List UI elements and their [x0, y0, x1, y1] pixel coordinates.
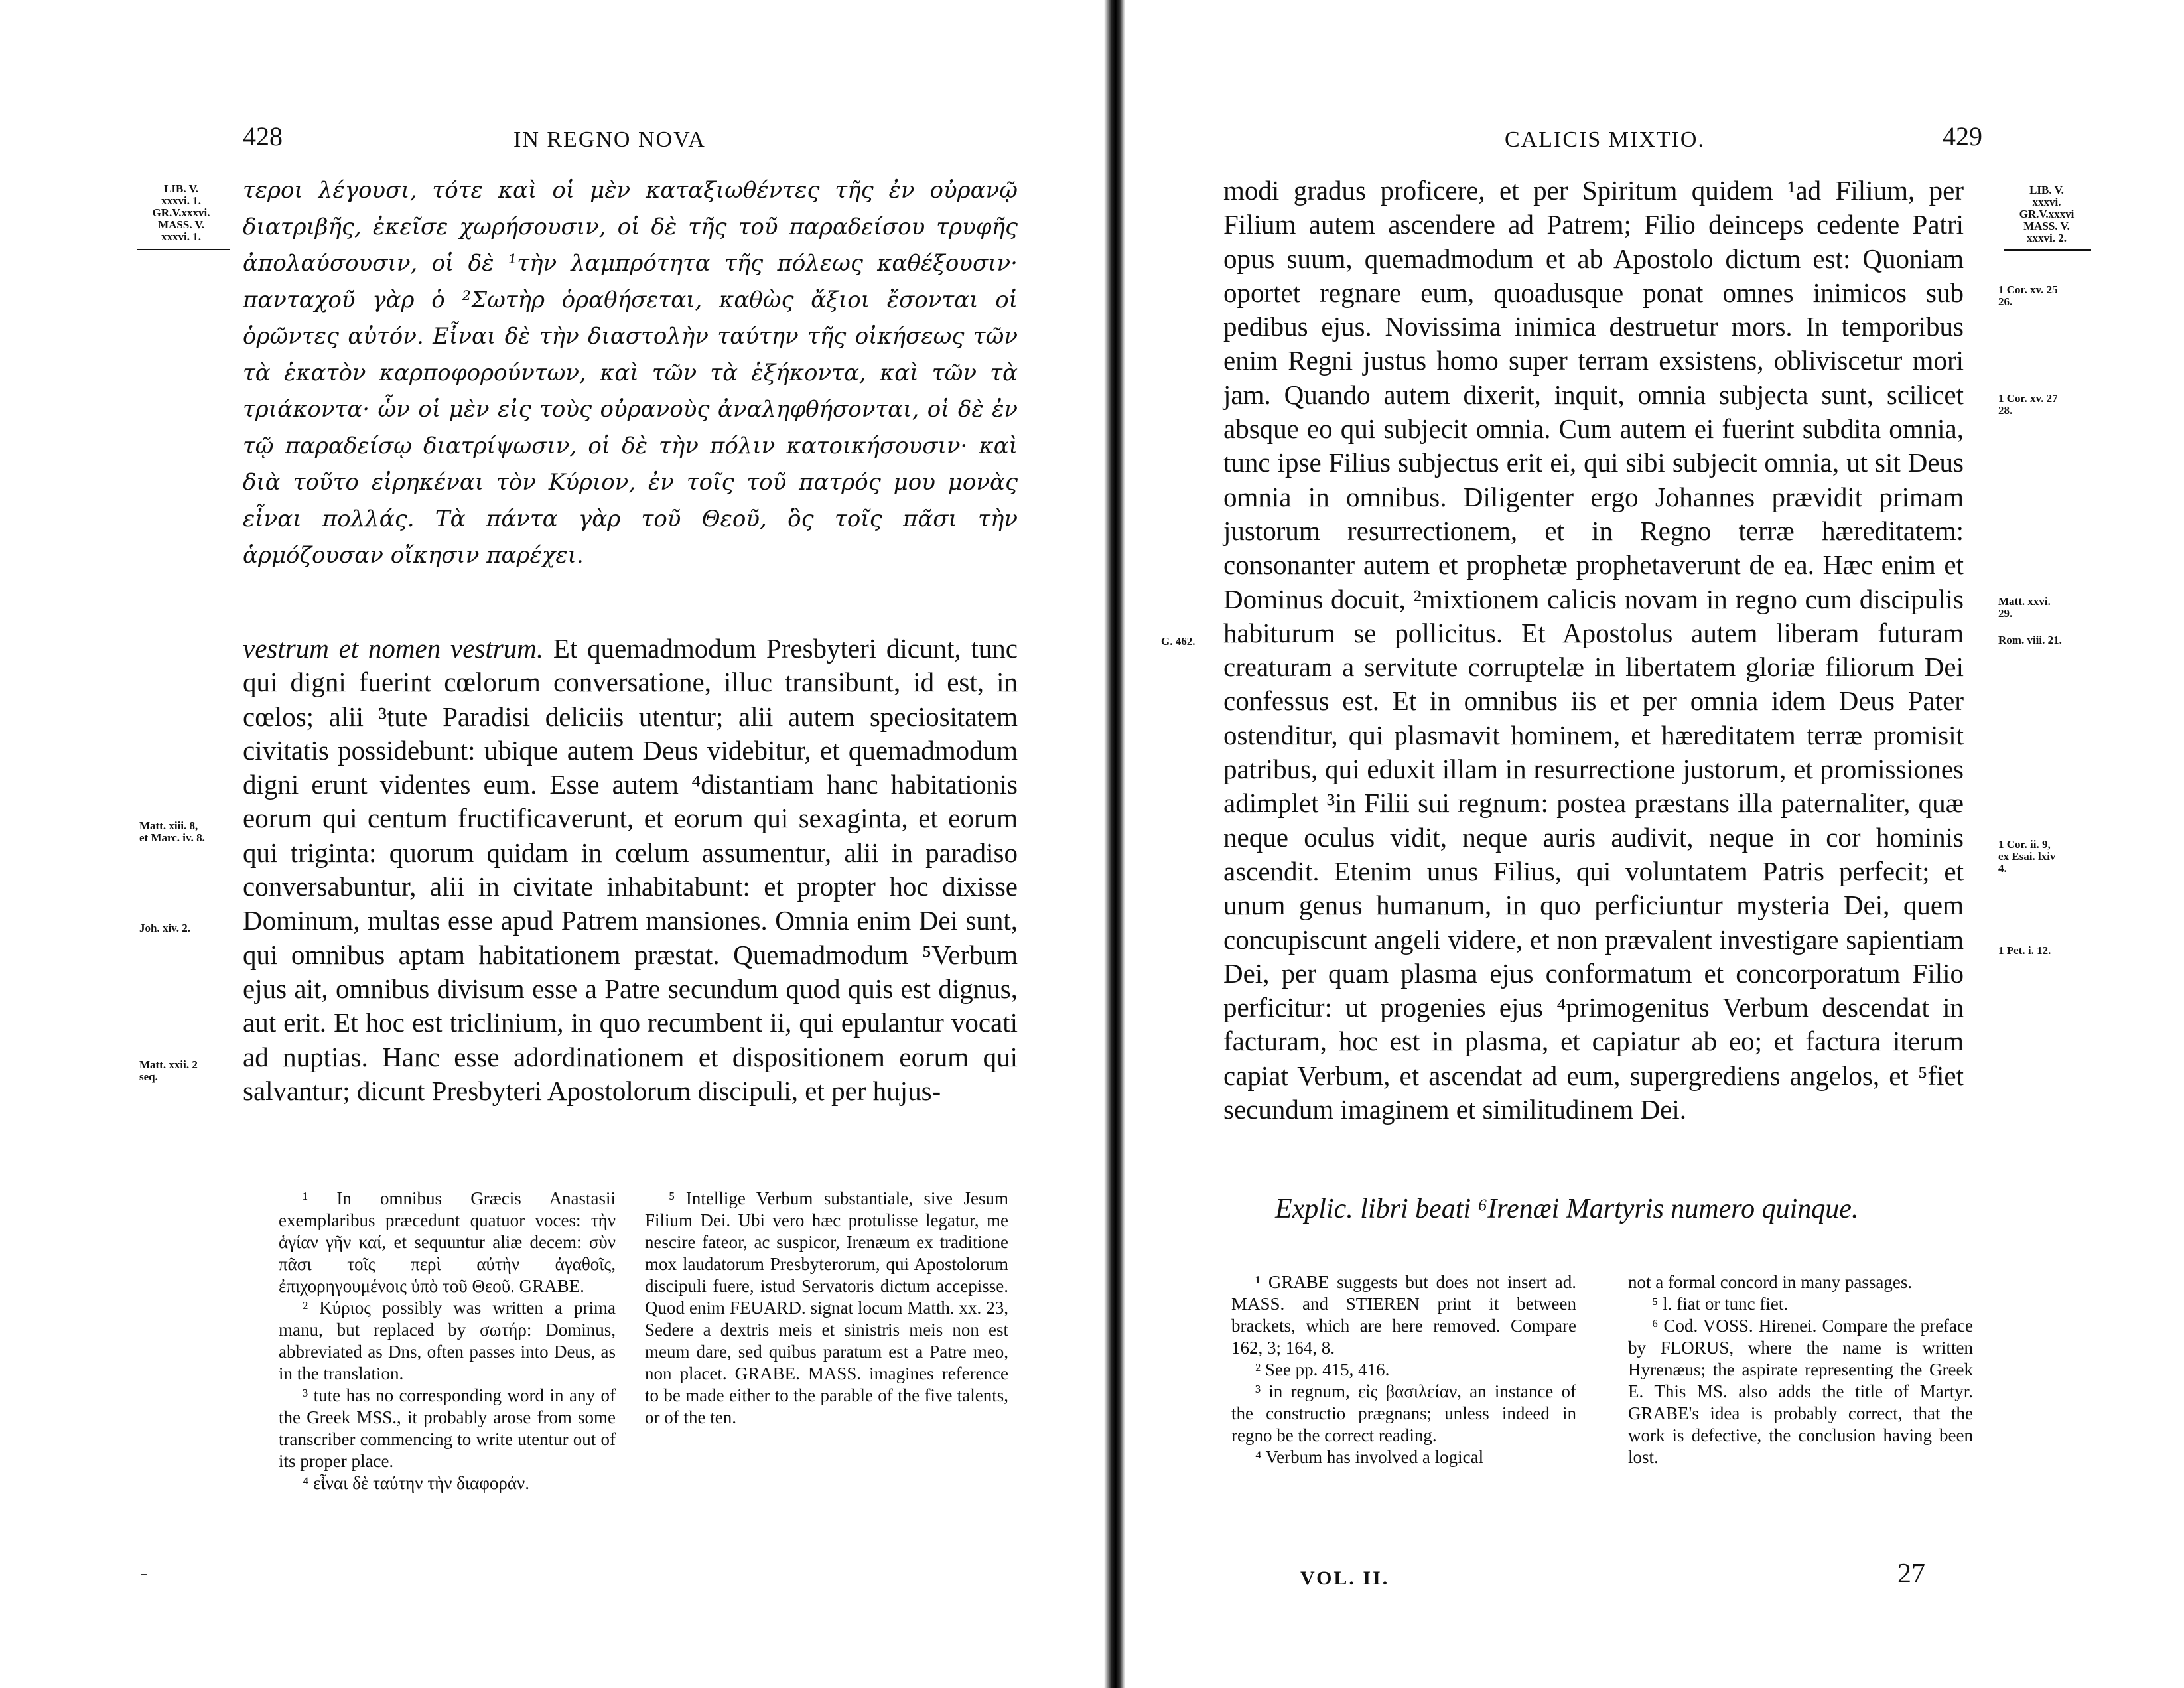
right-footnotes-col-1 — [1231, 1271, 1576, 1468]
left-running-head: IN REGNO NOVA — [513, 127, 706, 152]
margin-line: LIB. V. — [2029, 184, 2064, 196]
margin-line: xxxvi. — [2032, 196, 2061, 208]
book-gutter — [1104, 0, 1125, 1688]
margin-ref-matt-xiii — [139, 820, 239, 844]
left-page-number: 428 — [243, 121, 283, 151]
margin-line: LIB. V. — [164, 182, 198, 195]
margin-line: seq. — [139, 1070, 158, 1083]
left-margin-lib-ref — [131, 183, 231, 243]
left-page — [0, 0, 1088, 1688]
margin-ref-1cor-xv-27 — [1998, 393, 2098, 417]
margin-line: GR.V.xxxvi. — [152, 206, 210, 219]
margin-line: Matt. xxvi. — [1998, 595, 2051, 608]
right-footnotes-col-2 — [1628, 1271, 1973, 1468]
margin-line: 1 Cor. xv. 25 — [1998, 283, 2058, 296]
margin-ref-rom-viii — [1998, 634, 2098, 646]
margin-line: MASS. V. — [158, 218, 204, 231]
footnote: ³ in regnum, εἰς βασιλείαν, an instance of the constructio prægnans; unless indeed in regno be the correct reading. — [1231, 1381, 1576, 1445]
latin-paragraph: Et quemadmodum Presbyteri dicunt, tunc qui digni fuerint cœlorum conversatione, illuc transibunt, id est, in cœlos; alii ³tute Paradisi deliciis utentur; alii autem speciositatem civitatis possidebunt: ubique autem Deus videbitur, et quemadmodum digni erunt videntes eum. Esse autem ⁴distantiam hanc habitationis eorum qui centum fructificaverunt, et eorum qui sexaginta, et eorum qui triginta: quorum quidam in cœlum assumentur, alii in paradiso conversabuntur, alii in civitate inhabitabunt: et propter hoc dixisse Dominum, multas esse apud Patrem mansiones. Omnia enim Dei sunt, qui omnibus aptam habitationem præstat. Quemadmodum ⁵Verbum ejus ait, omnibus divisum esse a Patre secundum quod quis est dignus, aut erit. Et hoc est triclinium, in quo recumbent ii, qui epulantur vocati ad nuptias. Hanc esse adordinationem et dispositionem eorum qui salvantur; dicunt Presbyteri Apostolorum discipuli, et per hujus- — [243, 633, 1018, 1106]
margin-line: et Marc. iv. 8. — [139, 831, 205, 844]
footnote: ³ tute has no corresponding word in any of the Greek MSS., it probably arose from some transcriber commencing to write utentur out of its proper place. — [279, 1385, 616, 1471]
right-page — [1141, 0, 2184, 1688]
margin-line: 26. — [1998, 295, 2013, 308]
footnote: ⁵ l. fiat or tunc fiet. — [1652, 1294, 1789, 1314]
footnote: not a formal concord in many passages. — [1628, 1272, 1913, 1292]
margin-ref-joh-xiv — [139, 922, 239, 934]
right-running-head: CALICIS MIXTIO. — [1505, 127, 1705, 152]
margin-ref-matt-xxvi — [1998, 596, 2098, 620]
margin-line: MASS. V. — [2023, 220, 2070, 232]
explicit-line: Explic. libri beati ⁶Irenæi Martyris numero quinque. — [1275, 1194, 1859, 1224]
margin-line: Rom. viii. 21. — [1998, 634, 2062, 646]
signature-number: 27 — [1897, 1559, 1925, 1589]
margin-line: xxxvi. 1. — [161, 230, 201, 243]
footnote: ¹ GRABE suggests but does not insert ad. MASS. and STIEREN print it between brackets, which are here removed. Compare 162, 3; 164, 8. — [1231, 1272, 1576, 1358]
margin-mark — [141, 1574, 147, 1575]
greek-text-block — [243, 173, 1018, 574]
footnote: ² Κύριος possibly was written a prima manu, but replaced by σωτήρ: Dominus, abbreviated as Dns, often passes into Deus, as in the translation. — [279, 1298, 616, 1383]
margin-line: Joh. xiv. 2. — [139, 922, 190, 934]
margin-line: 4. — [1998, 862, 2007, 875]
margin-ref-g462 — [1161, 636, 1214, 648]
right-latin-block — [1223, 174, 1964, 1127]
footnote: ⁴ Verbum has involved a logical — [1255, 1447, 1484, 1467]
latin-text-block — [243, 632, 1018, 1108]
footnote: ⁶ Cod. VOSS. Hirenei. Compare the preface by FLORUS, where the name is written Hyrenæus; the aspirate representing the Greek E. This MS. also adds the title of Martyr. GRABE's idea is probably correct, that the work is defective, the conclusion having been lost. — [1628, 1316, 1973, 1467]
margin-line: GR.V.xxxvi — [2019, 208, 2075, 220]
margin-line: G. 462. — [1161, 635, 1195, 648]
margin-line: xxxvi. 2. — [2027, 232, 2067, 244]
margin-ref-1cor-xv-25 — [1998, 284, 2098, 308]
footnote: ² See pp. 415, 416. — [1255, 1360, 1390, 1379]
right-margin-lib-ref — [2004, 184, 2090, 244]
margin-ref-1cor-ii — [1998, 839, 2098, 875]
margin-line: xxxvi. 1. — [161, 194, 201, 207]
margin-line: 1 Pet. i. 12. — [1998, 944, 2051, 957]
margin-line: Matt. xiii. 8, — [139, 819, 198, 832]
footnote: ¹ In omnibus Græcis Anastasii exemplaribus præcedunt quatuor voces: τὴν ἁγίαν γῆν καί, et sequuntur aliæ decem: σὺν πᾶσι τοῖς περὶ αὐτὴν ἀγαθοῖς, ἐπιχορηγουμένοις ὑπὸ τοῦ Θεοῦ. GRABE. — [279, 1188, 616, 1296]
volume-signature: VOL. II. — [1300, 1567, 1390, 1589]
margin-line: ex Esai. lxiv — [1998, 850, 2056, 863]
latin-lead-italic: vestrum et nomen vestrum. — [243, 633, 544, 664]
left-footnotes-col-1 — [279, 1188, 616, 1494]
margin-line: 1 Cor. ii. 9, — [1998, 838, 2051, 851]
margin-rule — [2004, 249, 2091, 251]
footnote: ⁴ εἶναι δὲ ταύτην τὴν διαφοράν. — [303, 1473, 529, 1493]
left-footnotes-col-2 — [645, 1188, 1008, 1429]
latin-paragraph: modi gradus proficere, et per Spiritum quidem ¹ad Filium, per Filium autem ascendere ad Patrem; Filio deinceps cedente Patri opus suum, quemadmodum et ab Apostolo dictum est: Quoniam oportet regnare eum, quoadusque ponat omnes inimicos sub pedibus ejus. Novissima inimica destruetur mors. In temporibus enim Regni justus homo super terram exsistens, obliviscetur mori jam. Quando autem dixerit, inquit, omnia subjecta sunt, scilicet absque eo qui subjecit omnia. Cum autem ei fuerint subdita omnia, tunc ipse Filius subjectus erit ei, qui sibi subjecit omnia, ut sit Deus omnia in omnibus. Diligenter ergo Johannes prævidit primam justorum resurrectionem, et in Regno terræ hæreditatem: consonanter autem et prophetæ prophetaverunt de ea. Hæc enim et Dominus docuit, ²mixtionem calicis novam in regno cum discipulis habiturum se pollicitus. Et Apostolus autem liberam futuram creaturam a servitute corruptelæ in libertatem gloriæ filiorum Dei confessus est. Et in omnibus iis et per omnia idem Deus Pater ostenditur, qui plasmavit hominem, et hæreditatem terræ promisit patribus, qui eduxit illam in resurrectione justorum, et promissiones adimplet ³in Filii sui regnum: postea præstans illa paternaliter, quæ neque oculus vidit, neque auris audivit, neque in cor hominis ascendit. Etenim unus Filius, qui voluntatem Patris perfecit; et unum genus humanum, in quo perficiuntur mysteria Dei, quem concupiscunt angeli videre, et non prævalent investigare sapientiam Dei, per quam plasma ejus conformatum et concorporatum Filio perficitur: ut progenies ejus ⁴primogenitus Verbum descendat in facturam, hoc est in plasma, et capiatur ab eo; et factura iterum capiat Verbum, et ascendat ad eum, supergrediens angelos, et ⁵fiet secundum imaginem et similitudinem Dei. — [1223, 175, 1964, 1125]
margin-line: 29. — [1998, 607, 2013, 620]
right-page-number: 429 — [1943, 121, 1982, 151]
margin-line: 1 Cor. xv. 27 — [1998, 392, 2058, 405]
margin-ref-1pet-i — [1998, 945, 2098, 957]
margin-rule — [137, 249, 230, 250]
margin-ref-matt-xxii — [139, 1059, 239, 1083]
footnote: ⁵ Intellige Verbum substantiale, sive Jesum Filium Dei. Ubi vero hæc protulisse legatur, me nescire fateor, ac suspicor, Irenæum ex traditione mox laudatorum Presbyterorum, qui Apostolorum discipuli fuere, istud Servatoris dictum accepisse. Quod enim FEUARD. signat locum Matth. xx. 23, Sedere a dextris meis et sinistris meis non est meum dare, sed quibus paratum est a Patre meo, non placet. GRABE. MASS. imagines reference to be made either to the parable of the five talents, or of the ten. — [645, 1188, 1008, 1427]
greek-paragraph: τεροι λέγουσι, τότε καὶ οἱ μὲν καταξιωθέντες τῆς ἐν οὐρανῷ διατριβῆς, ἐκεῖσε χωρήσουσιν, οἱ δὲ τῆς τοῦ παραδείσου τρυφῆς ἀπολαύσουσιν, οἱ δὲ ¹τὴν λαμπρότητα τῆς πόλεως καθέξουσιν· πανταχοῦ γὰρ ὁ ²Σωτὴρ ὁραθήσεται, καθὼς ἄξιοι ἔσονται οἱ ὁρῶντες αὐτόν. Εἶναι δὲ τὴν διαστολὴν ταύτην τῆς οἰκήσεως τῶν τὰ ἑκατὸν καρποφορούντων, καὶ τῶν τὰ ἑξήκοντα, καὶ τῶν τὰ τριάκοντα· ὧν οἱ μὲν εἰς τοὺς οὐρανοὺς ἀναληφθήσονται, οἱ δὲ ἐν τῷ παραδείσῳ διατρίψωσιν, οἱ δὲ τὴν πόλιν κατοικήσουσιν· καὶ διὰ τοῦτο εἰρηκέναι τὸν Κύριον, ἐν τοῖς τοῦ πατρός μου μονὰς εἶναι πολλάς. Τὰ πάντα γὰρ τοῦ Θεοῦ, ὃς τοῖς πᾶσι τὴν ἁρμόζουσαν οἴκησιν παρέχει. — [243, 177, 1018, 569]
margin-line: 28. — [1998, 404, 2013, 417]
margin-line: Matt. xxii. 2 — [139, 1058, 198, 1071]
